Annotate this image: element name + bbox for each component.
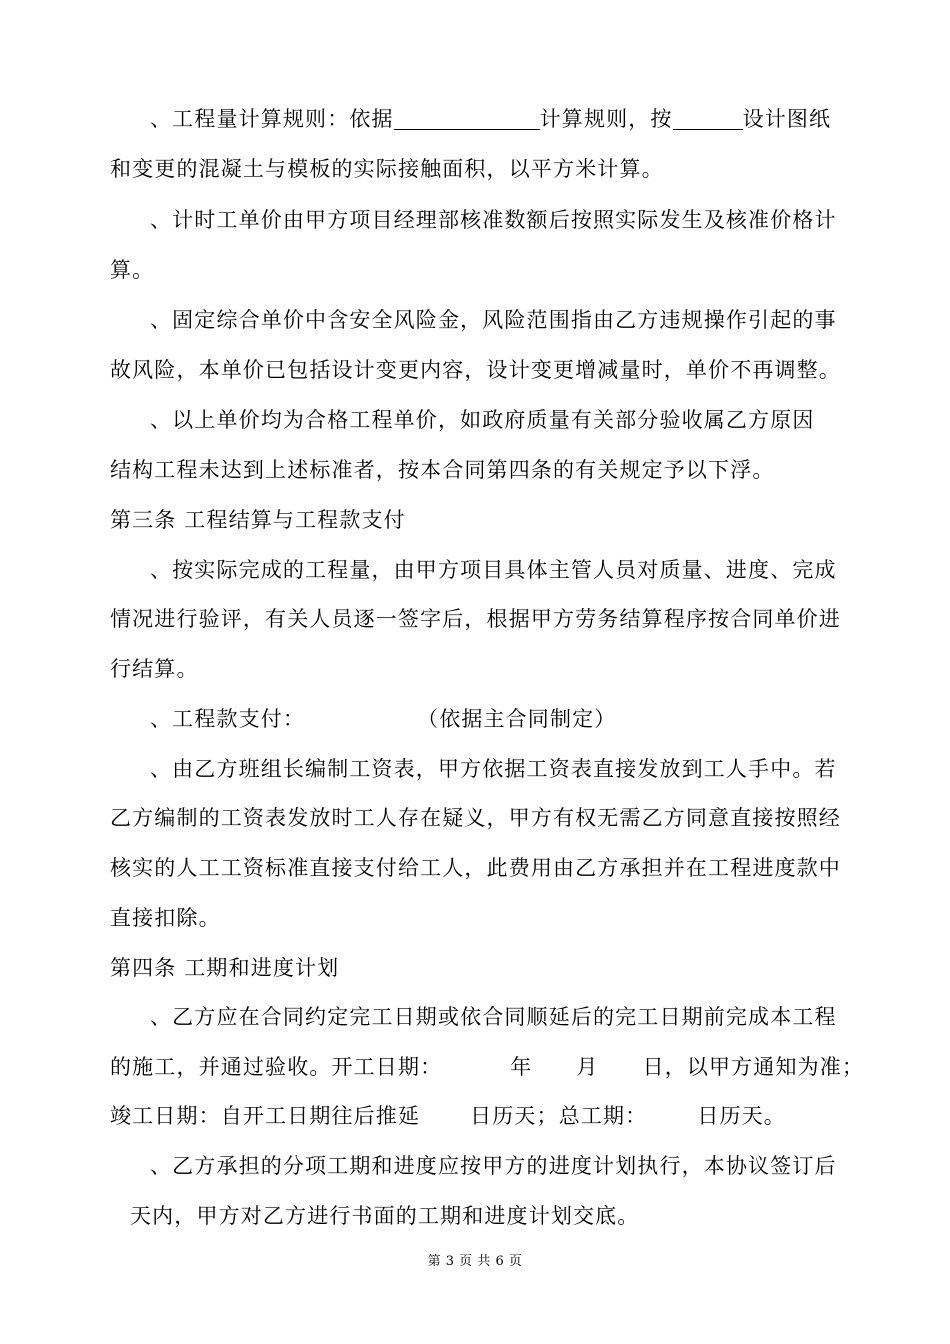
paragraph-completion-line1: 、乙方应在合同约定完工日期或依合同顺延后的完工日期前完成本工程 (150, 1005, 837, 1029)
text-segment: 的施工，并通过验收。开工日期： (110, 1055, 443, 1079)
paragraph-fixed-price-line2: 故风险，本单价已包括设计变更内容，设计变更增减量时，单价不再调整。 (110, 358, 841, 382)
paragraph-hourly-rate-line1: 、计时工单价由甲方项目经理部核准数额后按照实际发生及核准价格计 (150, 208, 837, 232)
text-segment: 、工程量计算规则：依据 (150, 107, 394, 131)
paragraph-settlement-line2: 情况进行验评，有关人员逐一签字后，根据甲方劳务结算程序按合同单价进 (110, 607, 841, 631)
section-heading-article-4: 第四条 工期和进度计划 (110, 956, 340, 980)
paragraph-payment (150, 704, 616, 734)
paragraph-wage-line4: 直接扣除。 (110, 906, 221, 930)
text-segment: 日，以甲方通知为准； (642, 1055, 865, 1079)
paragraph-wage-line1: 、由乙方班组长编制工资表，甲方依据工资表直接发放到工人手中。若 (150, 757, 837, 781)
payment-note: （依据主合同制定） (417, 707, 617, 731)
page-number-footer: 第 3 页 共 6 页 (427, 1254, 523, 1269)
paragraph-schedule-line1: 、乙方承担的分项工期和进度应按甲方的进度计划执行，本协议签订后 (150, 1154, 837, 1178)
year-label: 年 (510, 1055, 533, 1079)
blank-underline (394, 105, 540, 130)
paragraph-wage-line2: 乙方编制的工资表发放时工人存在疑义，甲方有权无需乙方同意直接按照经 (110, 806, 841, 830)
section-heading-article-3: 第三条 工程结算与工程款支付 (110, 508, 406, 532)
paragraph-schedule-line2: 天内，甲方对乙方进行书面的工期和进度计划交底。 (130, 1204, 640, 1228)
paragraph-fixed-price-line1: 、固定综合单价中含安全风险金，风险范围指由乙方违规操作引起的事 (150, 308, 837, 332)
paragraph-settlement-line1: 、按实际完成的工程量，由甲方项目具体主管人员对质量、进度、完成 (150, 558, 837, 582)
paragraph-qualified-price-line2: 结构工程未达到上述标准者，按本合同第四条的有关规定予以下浮。 (110, 458, 775, 482)
payment-label: 、工程款支付： (150, 707, 306, 731)
text-segment: 竣工日期：自开工日期往后推延 (110, 1104, 421, 1128)
text-segment: 日历天。 (697, 1104, 786, 1128)
paragraph-quantity-rules-line2: 和变更的混凝土与模板的实际接触面积，以平方米计算。 (110, 157, 664, 181)
blank-underline (673, 105, 743, 130)
paragraph-wage-line3: 核实的人工工资标准直接支付给工人，此费用由乙方承担并在工程进度款中 (110, 856, 841, 880)
paragraph-quantity-rules-line1 (150, 104, 831, 134)
paragraph-completion-line3 (110, 1101, 786, 1131)
text-segment: 设计图纸 (742, 107, 832, 131)
paragraph-settlement-line3: 行结算。 (110, 657, 199, 681)
text-segment: 计算规则，按 (539, 107, 673, 131)
paragraph-completion-line2 (110, 1052, 864, 1082)
month-label: 月 (576, 1055, 599, 1079)
paragraph-qualified-price-line1: 、以上单价均为合格工程单价，如政府质量有关部分验收属乙方原因 (150, 408, 815, 432)
text-segment: 日历天；总工期： (470, 1104, 648, 1128)
paragraph-hourly-rate-line2: 算。 (110, 258, 155, 282)
